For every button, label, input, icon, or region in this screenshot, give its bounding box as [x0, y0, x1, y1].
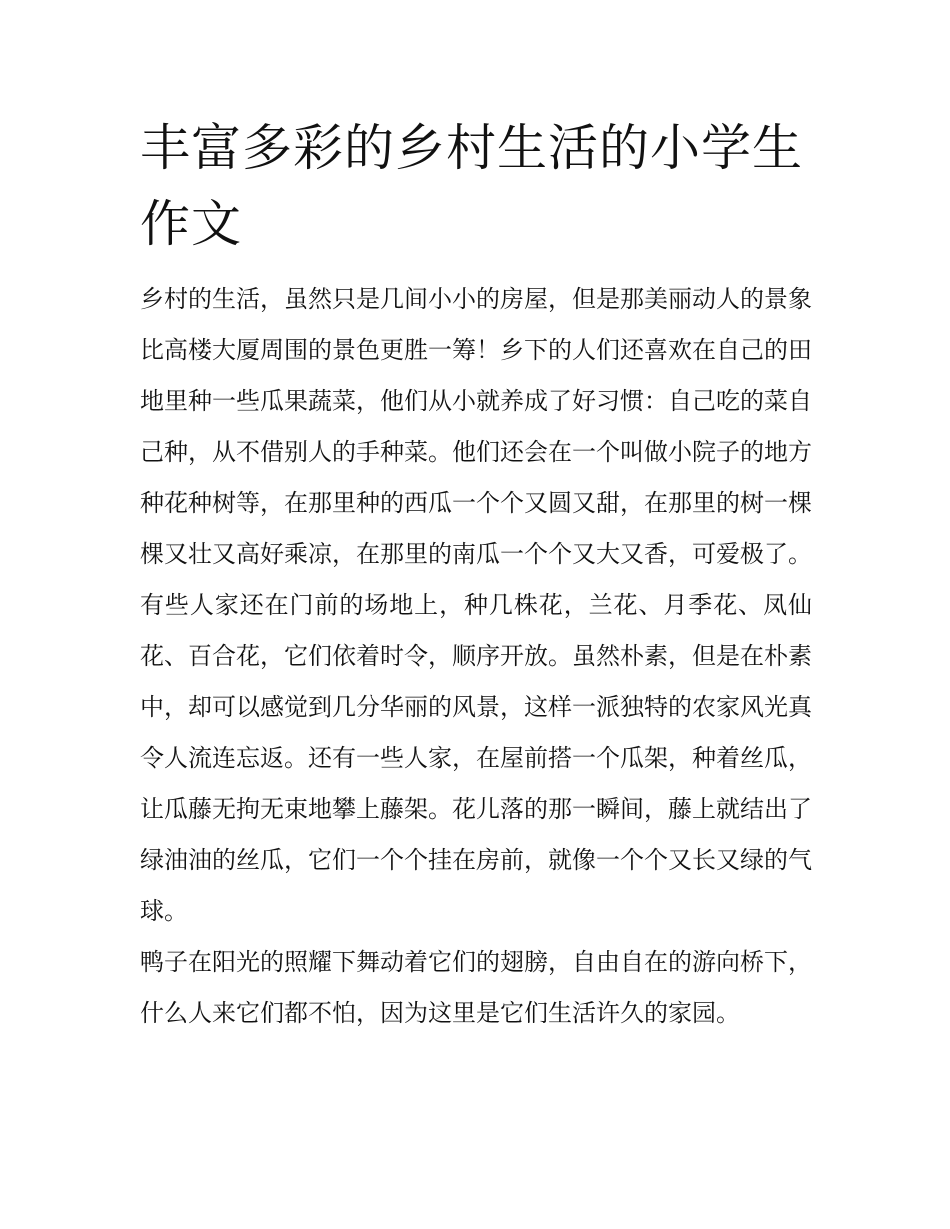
document-title: 丰富多彩的乡村生活的小学生作文	[140, 119, 803, 253]
document-body	[140, 274, 812, 1039]
paragraph-3: 鸭子在阳光的照耀下舞动着它们的翅膀，自由自在的游向桥下，什么人来它们都不怕，因为这里是它们生活许久的家园。	[140, 948, 812, 1027]
paragraph-2: 有些人家还在门前的场地上，种几株花，兰花、月季花、凤仙花、百合花，它们依着时令，顺序开放。虽然朴素，但是在朴素中，却可以感觉到几分华丽的风景，这样一派独特的农家风光真令人流连忘返。还有一些人家，在屋前搭一个瓜架，种着丝瓜，让瓜藤无拘无束地攀上藤架。花儿落的那一瞬间，藤上就结出了绿油油的丝瓜，它们一个个挂在房前，就像一个个又长又绿的气球。	[140, 591, 812, 925]
paragraph-1: 乡村的生活，虽然只是几间小小的房屋，但是那美丽动人的景象比高楼大厦周围的景色更胜一筹！乡下的人们还喜欢在自己的田地里种一些瓜果蔬菜，他们从小就养成了好习惯：自己吃的菜自己种，从不借别人的手种菜。他们还会在一个叫做小院子的地方种花种树等，在那里种的西瓜一个个又圆又甜，在那里的树一棵棵又壮又高好乘凉，在那里的南瓜一个个又大又香，可爱极了。	[140, 285, 812, 568]
